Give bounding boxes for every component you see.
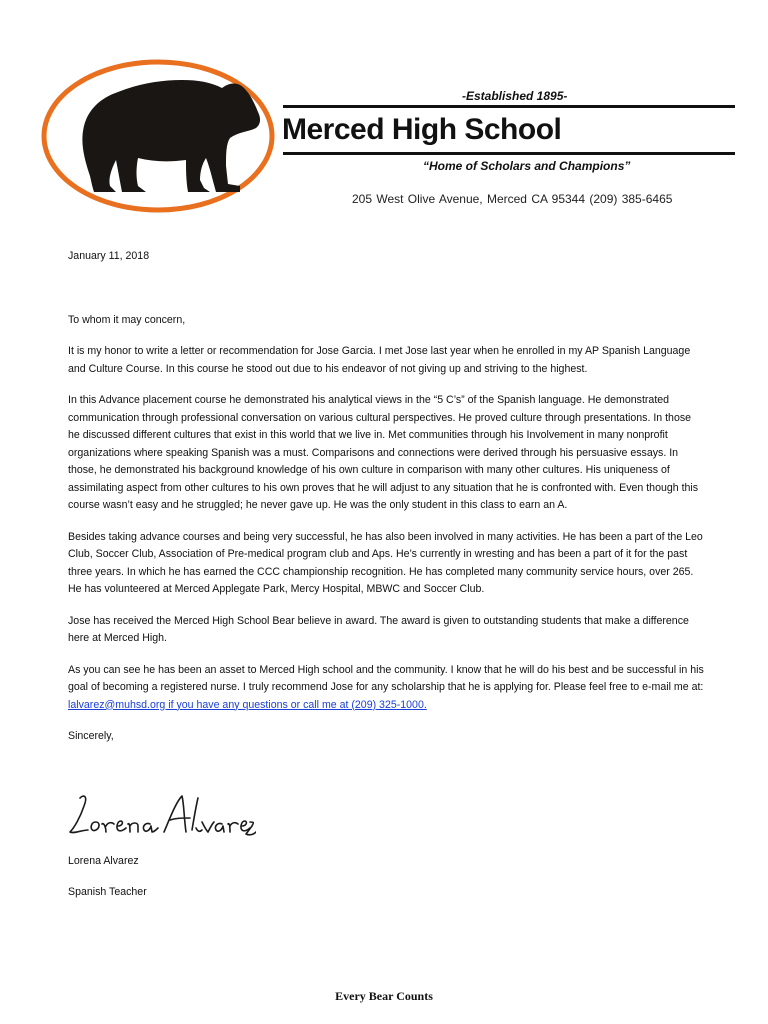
footer-slogan: Every Bear Counts — [335, 989, 433, 1003]
sign-off: Sincerely, — [68, 730, 114, 742]
header-rule-bottom — [283, 152, 735, 155]
school-motto: “Home of Scholars and Champions” — [423, 159, 631, 173]
salutation: To whom it may concern, — [68, 313, 186, 326]
letter-body — [68, 248, 704, 760]
school-logo — [40, 58, 276, 214]
established-text: -Established 1895- — [462, 89, 568, 103]
letter-date: January 11, 2018 — [68, 250, 150, 262]
signer-title: Spanish Teacher — [68, 886, 147, 898]
school-address: 205 West Olive Avenue, Merced CA 95344 (209) 385-6465 — [352, 192, 673, 206]
handwritten-signature — [66, 788, 256, 840]
paragraph-award: Jose has received the Merced High School Bear believe in award. The award is given to outstanding students that make a difference here at Merced High. — [68, 614, 689, 644]
closing-text: As you can see he has been an asset to Merced High school and the community. I know that he will do his best and be successful in his goal of becoming a registered nurse. I truly recommend Jose for any scholarship that he is applying for. Please feel free to e-mail me at: — [68, 663, 704, 693]
signer-name: Lorena Alvarez — [68, 855, 139, 867]
header-rule-top — [283, 105, 735, 108]
paragraph-closing — [68, 662, 704, 715]
paragraph-activities: Besides taking advance courses and being very successful, he has also been involved in many activities. He has been a part of the Leo Club, Soccer Club, Association of Pre-medical program club and Aps. He’s currently in wresting and has been a part of it for the past three years. In which he has earned the CCC championship recognition. He has completed many community service hours, over 265. He has volunteered at Merced Applegate Park, Mercy Hospital, MBWC and Soccer Club. — [68, 530, 703, 595]
school-name: Merced High School — [282, 113, 562, 146]
email-link[interactable]: lalvarez@muhsd.org if you have any questions or call me at (209) 325-1000. — [68, 698, 427, 711]
paragraph-ap-course: In this Advance placement course he demonstrated his analytical views in the “5 C’s” of the Spanish language. He demonstrated communication through professional conversation on various cultural perspectives. He proved culture through presentations. In those he discussed different cultures that exist in this world that we live in. Met communities through his Involvement in many nonprofit organizations where speaking Spanish was a must. Comparisons and connections were derived through his persuasive essays. In those, he demonstrated his background knowledge of his own culture in comparison with many other cultures. His uniqueness of assimilating aspect from other cultures to his own proves that he will adjust to any situation that he is confronted with. Even though this course wasn’t easy and he struggled; he never gave up. He was the only student in this class to earn an A. — [68, 394, 699, 511]
paragraph-intro: It is my honor to write a letter or recommendation for Jose Garcia. I met Jose last year when he enrolled in my AP Spanish Language and Culture Course. In this course he stood out due to his endeavor of not giving up and striving to the highest. — [68, 345, 691, 375]
